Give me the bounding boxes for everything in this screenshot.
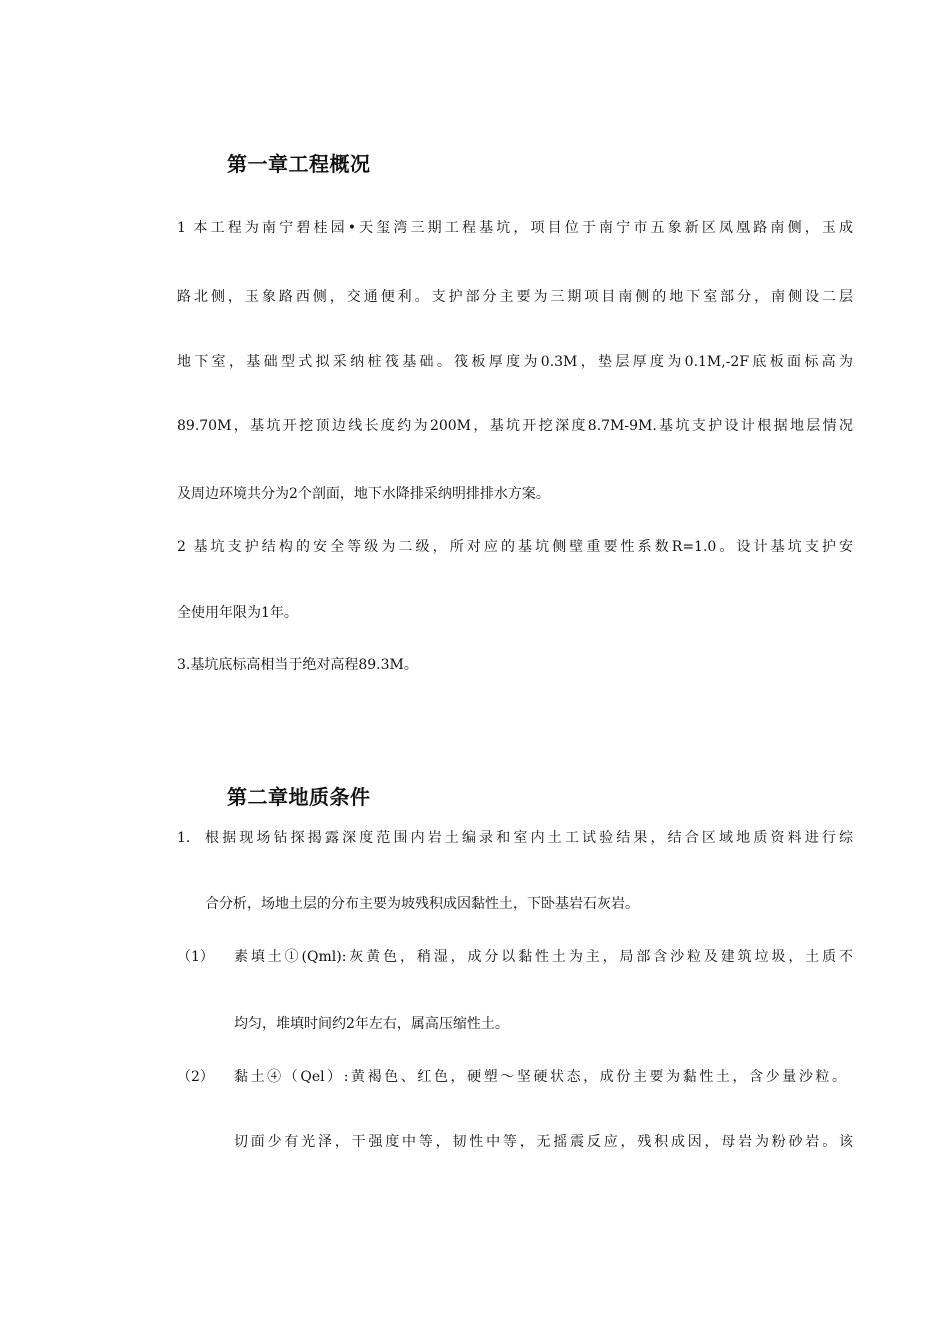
chapter1-line-5: 及周边环境共分为2个剖面，地下水降排采纳明排排水方案。	[177, 486, 550, 502]
sub2-line-1: 黏土④（Qel）:黄褐色、红色，硬塑～坚硬状态，成份主要为黏性土，含少量沙粒。	[234, 1069, 846, 1085]
chapter1-line-2: 路北侧，玉象路西侧，交通便利。支护部分主要为三期项目南侧的地下室部分，南侧设二层	[177, 289, 853, 305]
chapter2-title: 第二章地质条件	[227, 785, 371, 809]
chapter1-line-6: 2 基坑支护结构的安全等级为二级，所对应的基坑侧壁重要性系数R=1.0。设计基坑支护安	[177, 539, 853, 555]
chapter1-title: 第一章工程概况	[227, 152, 371, 176]
sub1-number: （1）	[177, 949, 214, 965]
chapter1-line-3: 地下室，基础型式拟采纳桩筏基础。筏板厚度为0.3M，垫层厚度为0.1M,-2F底板面标高为	[177, 354, 853, 370]
sub1-line-2: 均匀，堆填时间约2年左右，属高压缩性土。	[234, 1016, 509, 1032]
item1-number: 1.	[177, 830, 191, 846]
chapter1-line-7: 全使用年限为1年。	[177, 605, 298, 621]
chapter1-line-8: 3.基坑底标高相当于绝对高程89.3M。	[177, 657, 418, 673]
item1-line-1: 根据现场钻探揭露深度范围内岩土编录和室内土工试验结果，结合区域地质资料进行综	[205, 830, 853, 846]
sub2-line-2: 切面少有光泽，干强度中等，韧性中等，无摇震反应，残积成因，母岩为粉砂岩。该	[234, 1134, 853, 1150]
item1-line-2: 合分析，场地土层的分布主要为坡残积成因黏性土，下卧基岩石灰岩。	[205, 896, 639, 912]
sub2-number: （2）	[177, 1069, 214, 1085]
sub1-line-1: 素填土①(Qml):灰黄色，稍湿，成分以黏性土为主，局部含沙粒及建筑垃圾，土质不	[234, 949, 853, 965]
chapter1-line-1: 1 本工程为南宁碧桂园•天玺湾三期工程基坑，项目位于南宁市五象新区凤凰路南侧，玉成	[177, 220, 853, 236]
chapter1-line-4: 89.70M，基坑开挖顶边线长度约为200M，基坑开挖深度8.7M-9M.基坑支护设计根据地层情况	[177, 418, 853, 434]
